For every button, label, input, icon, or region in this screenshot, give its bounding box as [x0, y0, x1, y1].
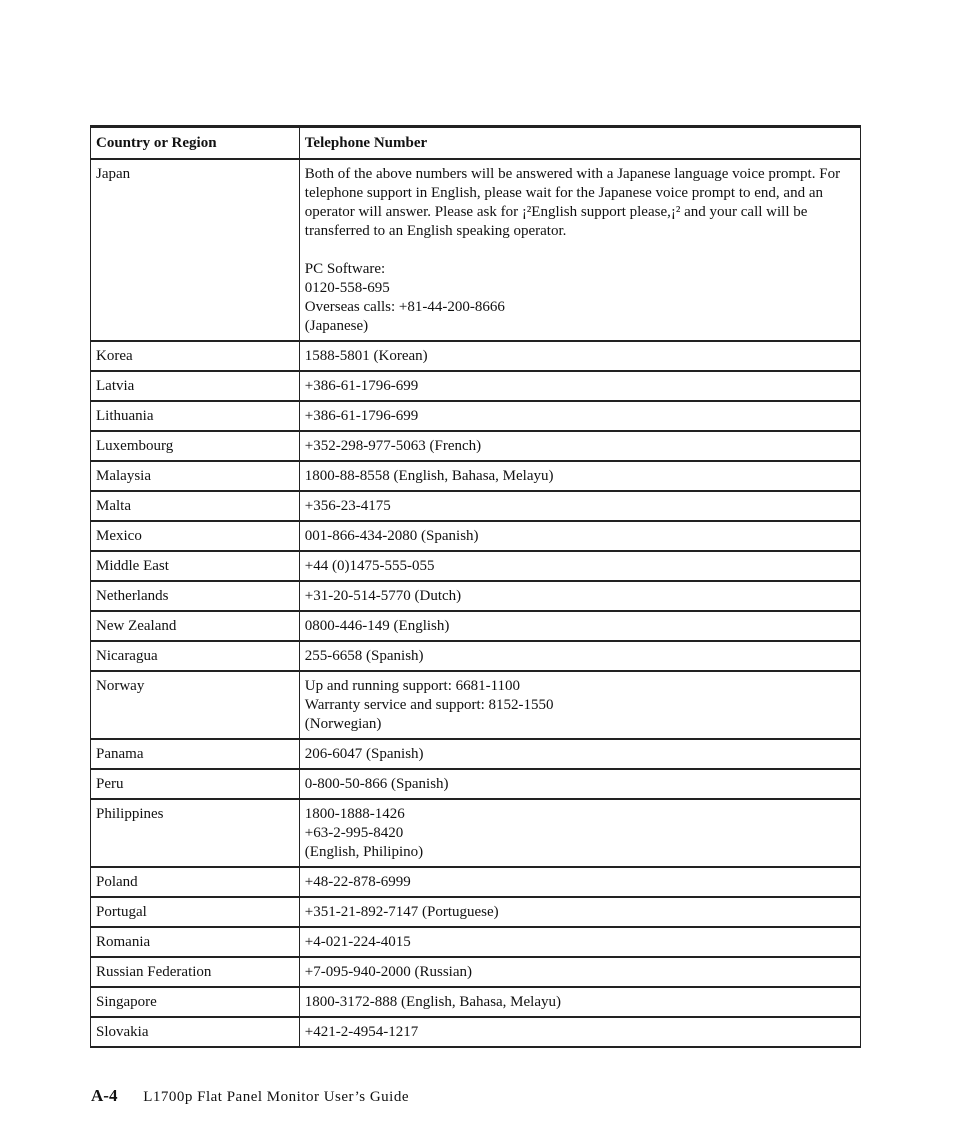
telephone-line: +421-2-4954-1217 — [304, 1024, 419, 1040]
telephone-cell — [299, 491, 860, 521]
table-row — [91, 799, 861, 867]
country-cell: Luxembourg — [91, 431, 300, 461]
country-cell: Lithuania — [91, 401, 300, 431]
telephone-line: +4-021-224-4015 — [304, 934, 411, 950]
country-cell: Nicaragua — [91, 641, 300, 671]
country-cell: Norway — [91, 671, 300, 739]
table-row — [91, 927, 861, 957]
page-footer — [91, 1086, 409, 1106]
table-row — [91, 401, 861, 431]
table-row — [91, 521, 861, 551]
country-cell: Panama — [91, 739, 300, 769]
document-title: L1700p Flat Panel Monitor User’s Guide — [143, 1089, 409, 1105]
country-cell: Middle East — [91, 551, 300, 581]
country-cell: Japan — [91, 159, 300, 341]
telephone-line: Overseas calls: +81-44-200-8666 — [304, 299, 505, 315]
telephone-line: +356-23-4175 — [304, 498, 391, 514]
telephone-line: 0-800-50-866 (Spanish) — [304, 776, 449, 792]
telephone-line: (Japanese) — [304, 318, 369, 334]
telephone-cell — [299, 739, 860, 769]
telephone-line: +44 (0)1475-555-055 — [304, 558, 435, 574]
telephone-line: 1800-3172-888 (English, Bahasa, Melayu) — [304, 994, 561, 1010]
telephone-cell — [299, 957, 860, 987]
table-row — [91, 769, 861, 799]
table-row — [91, 867, 861, 897]
telephone-line: 206-6047 (Spanish) — [304, 746, 424, 762]
telephone-line: Up and running support: 6681-1100 — [304, 678, 521, 694]
telephone-line: +7-095-940-2000 (Russian) — [304, 964, 472, 980]
table-row — [91, 739, 861, 769]
telephone-cell — [299, 769, 860, 799]
telephone-line: +386-61-1796-699 — [304, 378, 419, 394]
table-row — [91, 641, 861, 671]
telephone-cell — [299, 461, 860, 491]
page-number: A-4 — [91, 1086, 118, 1105]
telephone-line: 0800-446-149 (English) — [304, 618, 450, 634]
table-row — [91, 1017, 861, 1047]
table-row — [91, 159, 861, 341]
telephone-cell — [299, 401, 860, 431]
paragraph-gap — [305, 241, 855, 260]
telephone-cell — [299, 641, 860, 671]
telephone-line: +48-22-878-6999 — [304, 874, 411, 890]
country-cell: Latvia — [91, 371, 300, 401]
table-row — [91, 551, 861, 581]
telephone-cell — [299, 1017, 860, 1047]
support-phone-table — [90, 125, 861, 1048]
country-cell: Philippines — [91, 799, 300, 867]
telephone-line: 1800-88-8558 (English, Bahasa, Melayu) — [304, 468, 554, 484]
telephone-line: 1800-1888-1426 — [304, 806, 405, 822]
table-row — [91, 461, 861, 491]
table-row — [91, 671, 861, 739]
table-row — [91, 491, 861, 521]
country-cell: Korea — [91, 341, 300, 371]
telephone-cell — [299, 371, 860, 401]
telephone-cell — [299, 927, 860, 957]
telephone-line: +31-20-514-5770 (Dutch) — [304, 588, 462, 604]
telephone-cell — [299, 159, 860, 341]
telephone-line: +352-298-977-5063 (French) — [304, 438, 482, 454]
table-row — [91, 581, 861, 611]
telephone-line: 001-866-434-2080 (Spanish) — [304, 528, 479, 544]
country-cell: Malaysia — [91, 461, 300, 491]
telephone-line: +386-61-1796-699 — [304, 408, 419, 424]
table-row — [91, 987, 861, 1017]
telephone-cell — [299, 521, 860, 551]
table-header-row — [91, 127, 861, 160]
telephone-line: 255-6658 (Spanish) — [304, 648, 424, 664]
telephone-line: +63-2-995-8420 — [304, 825, 404, 841]
telephone-cell — [299, 987, 860, 1017]
telephone-cell — [299, 611, 860, 641]
country-cell: Mexico — [91, 521, 300, 551]
country-cell: Peru — [91, 769, 300, 799]
country-cell: Slovakia — [91, 1017, 300, 1047]
table-row — [91, 611, 861, 641]
country-cell: Portugal — [91, 897, 300, 927]
country-cell: Malta — [91, 491, 300, 521]
telephone-line: +351-21-892-7147 (Portuguese) — [304, 904, 499, 920]
telephone-cell — [299, 867, 860, 897]
telephone-line: 1588-5801 (Korean) — [304, 348, 428, 364]
column-header-telephone: Telephone Number — [299, 127, 860, 160]
column-header-country: Country or Region — [91, 127, 300, 160]
country-cell: Singapore — [91, 987, 300, 1017]
telephone-cell — [299, 551, 860, 581]
telephone-line: (Norwegian) — [304, 716, 382, 732]
telephone-cell — [299, 431, 860, 461]
telephone-cell — [299, 341, 860, 371]
telephone-line: Both of the above numbers will be answered with a Japanese language voice prompt. For telephone support in English, please wait for the Japanese voice prompt to end, and an operator will answer. Please ask for ¡²English support please,¡² and your call will be transferred to an English speaking operator. — [304, 166, 841, 239]
telephone-line: 0120-558-695 — [304, 280, 390, 296]
country-cell: Netherlands — [91, 581, 300, 611]
table-row — [91, 957, 861, 987]
table-row — [91, 371, 861, 401]
telephone-cell — [299, 671, 860, 739]
table-body — [91, 159, 861, 1047]
telephone-cell — [299, 799, 860, 867]
table-row — [91, 897, 861, 927]
telephone-line: Warranty service and support: 8152-1550 — [304, 697, 554, 713]
country-cell: Romania — [91, 927, 300, 957]
table-row — [91, 431, 861, 461]
country-cell: Poland — [91, 867, 300, 897]
telephone-line: (English, Philipino) — [304, 844, 424, 860]
table-row — [91, 341, 861, 371]
telephone-cell — [299, 581, 860, 611]
telephone-cell — [299, 897, 860, 927]
country-cell: Russian Federation — [91, 957, 300, 987]
country-cell: New Zealand — [91, 611, 300, 641]
telephone-line: PC Software: — [304, 261, 386, 277]
